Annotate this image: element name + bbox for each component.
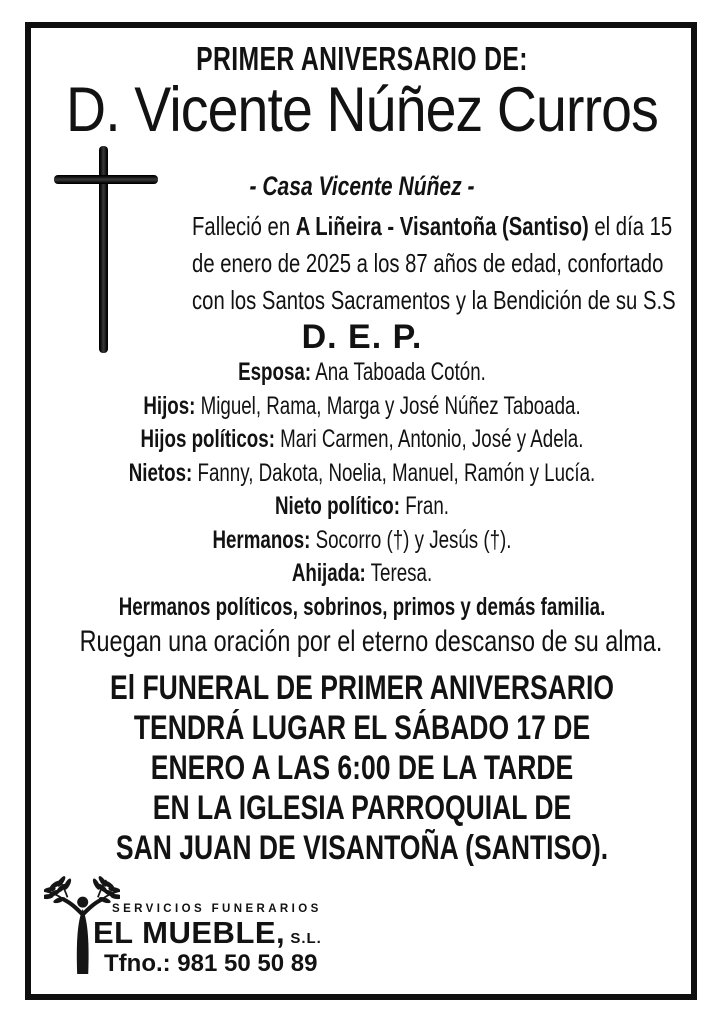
family-row [91,557,634,591]
family-row [91,457,634,491]
family-label: Nietos: [128,458,193,487]
death-place: A Liñeira - Visantoña (Santiso) [295,211,589,241]
brand-text: EL MUEBLE, [93,915,286,950]
phone-number: Tfno.: 981 50 50 89 [104,950,318,977]
family-label: Hermanos: [212,525,311,554]
family-label: Hijos políticos: [140,425,275,453]
death-date: el día 15 [588,211,673,241]
family-row [91,356,634,390]
family-value: Mari Carmen, Antonio, José y Adela. [274,425,584,453]
funeral-line: EN LA IGLESIA PARROQUIAL DE [152,789,572,827]
death-notice-line: con los Santos Sacramentos y la Bendición de su S.S [192,285,676,315]
dep-abbreviation: D. E. P. [301,318,423,356]
funeral-line: ENERO A LAS 6:00 DE LA TARDE [150,749,574,787]
funeral-line: TENDRÁ LUGAR EL SÁBADO 17 DE [133,709,591,747]
family-label: Esposa: [238,358,312,386]
family-value: Miguel, Rama, Marga y José Núñez Taboada. [195,391,581,420]
death-notice-line: de enero de 2025 a los 87 años de edad, confortado [192,248,664,278]
memorial-header: PRIMER ANIVERSARIO DE: [196,40,528,77]
family-value: Socorro (†) y Jesús (†). [310,525,512,554]
funeral-announcement [0,668,724,868]
death-notice-line [192,208,673,245]
death-notice [130,208,694,319]
funeral-line: El FUNERAL DE PRIMER ANIVERSARIO [110,669,614,707]
family-row [91,390,634,424]
funeral-home-name [93,915,322,951]
deceased-name: D. Vicente Núñez Curros [66,75,658,145]
brand-suffix: S.L. [285,930,322,947]
family-row [91,524,634,558]
family-label: Nieto político: [275,492,401,520]
funeral-services-tagline: SERVICIOS FUNERARIOS [112,903,322,915]
family-row [91,423,634,457]
family-value: Fran. [400,492,449,520]
death-notice-text: Falleció en [192,211,296,241]
family-label: Ahijada: [291,559,366,587]
family-closing: Hermanos políticos, sobrinos, primos y demás familia. [118,592,606,621]
funeral-line: SAN JUAN DE VISANTOÑA (SANTISO). [115,829,609,867]
family-row [91,490,634,524]
family-value: Teresa. [365,559,433,587]
family-list [0,356,724,624]
family-label: Hijos: [143,391,196,420]
family-value: Fanny, Dakota, Noelia, Manuel, Ramón y Lucía. [192,458,596,487]
house-name: - Casa Vicente Núñez - [249,171,475,201]
family-value: Ana Taboada Cotón. [311,358,486,386]
prayer-plea: Ruegan una oración por el eterno descanso de su alma. [79,625,663,658]
